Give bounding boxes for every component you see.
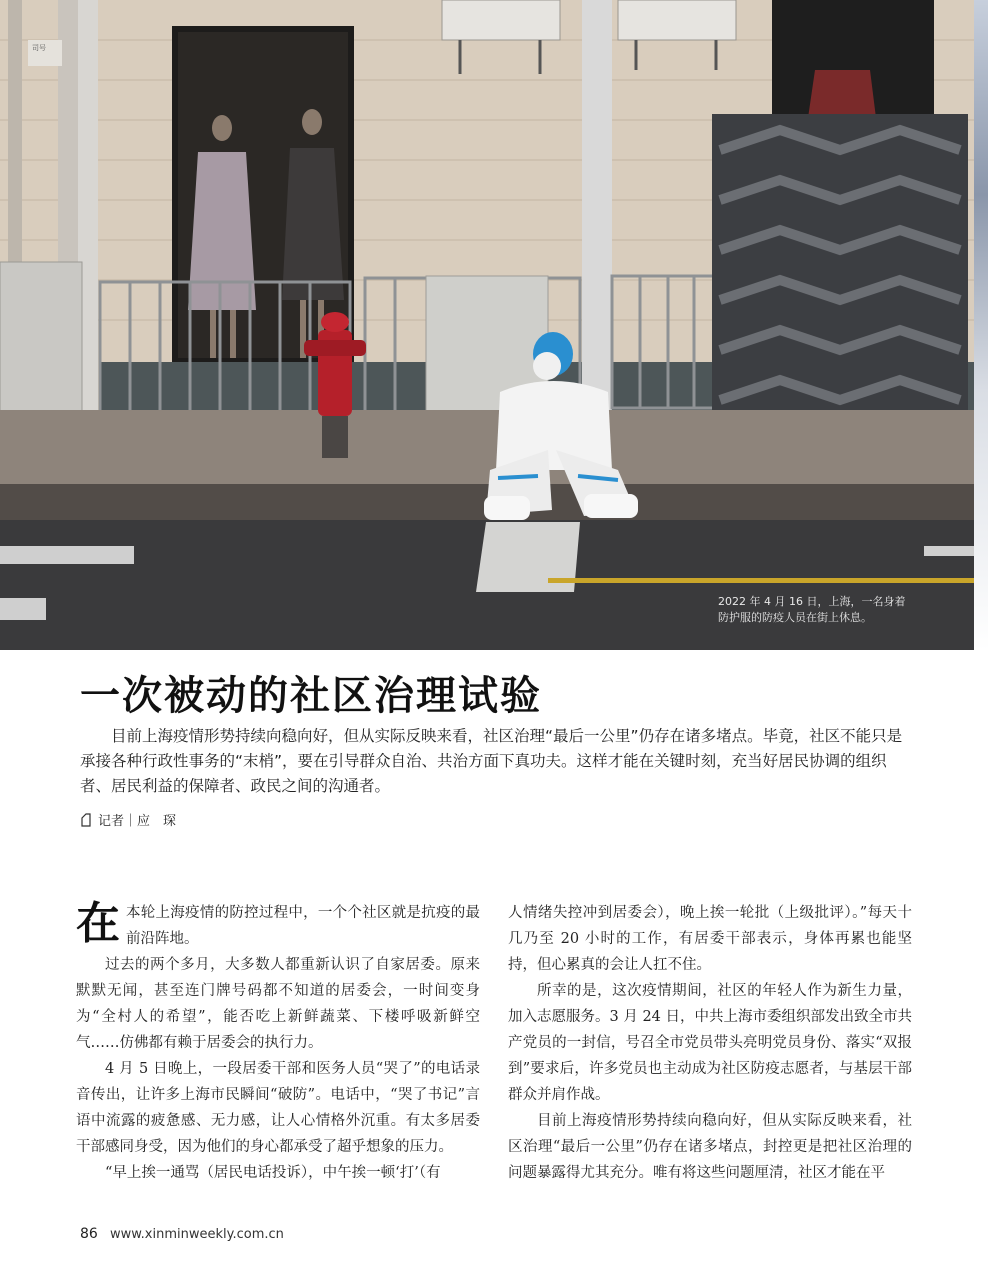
pen-icon: [80, 813, 92, 827]
caption-line-2: 防护服的防疫人员在街上休息。: [718, 611, 872, 624]
page-footer: [80, 1226, 284, 1242]
sign-text: 司号: [32, 44, 46, 52]
body-column-left: [76, 900, 480, 1186]
page-number: 86: [80, 1226, 98, 1242]
body-paragraph: 目前上海疫情形势持续向稳向好，但从实际反映来看，社区治理“最后一公里”仍存在诸多堵点，封控更是把社区治理的问题暴露得尤其充分。唯有将这些问题厘清，社区才能在平: [508, 1113, 912, 1181]
body-paragraph: 所幸的是，这次疫情期间，社区的年轻人作为新生力量，加入志愿服务。3 月 24 日，中共上海市委组织部发出致全市共产党员的一封信，号召全市党员带头亮明党员身份、落实“双报到”要求后，许多党员也主动成为社区防疫志愿者，与基层干部群众并肩作战。: [508, 983, 913, 1103]
body-column-right: [508, 900, 912, 1186]
body-paragraph: “早上挨一通骂（居民电话投诉），中午挨一顿‘打’（有: [105, 1165, 441, 1181]
side-image-strip: [974, 0, 988, 650]
body-paragraph: 4 月 5 日晚上，一段居委干部和医务人员“哭了”的电话录音传出，让许多上海市民瞬间“破防”。电话中，“哭了书记”言语中流露的疲惫感、无力感，让人心情格外沉重。有太多居委干部感同身受，因为他们的身心都承受了超乎想象的压力。: [76, 1061, 480, 1155]
body-paragraph: [76, 900, 480, 952]
article-headline: 一次被动的社区治理试验: [80, 673, 542, 719]
photo-caption: [718, 594, 948, 626]
byline-text: 记者｜应 琛: [98, 814, 177, 829]
body-paragraph: 人情绪失控冲到居委会），晚上挨一轮批（上级批评）。”每天十几乃至 20 小时的工作，有居委干部表示，身体再累也能坚持，但心累真的会让人扛不住。: [508, 905, 912, 973]
paragraph-text: 本轮上海疫情的防控过程中，一个个社区就是抗疫的最前沿阵地。: [126, 905, 480, 947]
byline: [80, 810, 176, 829]
body-paragraph: 过去的两个多月，大多数人都重新认识了自家居委。原来默默无闻，甚至连门牌号码都不知道的居委会，一时间变身为“全村人的希望”，能否吃上新鲜蔬菜、下楼呼吸新鲜空气……仿佛都有赖于居委会的执行力。: [76, 957, 480, 1051]
website-url: www.xinminweekly.com.cn: [109, 1227, 284, 1242]
caption-line-1: 2022 年 4 月 16 日，上海，一名身着: [718, 595, 906, 608]
article-lede: 目前上海疫情形势持续向稳向好，但从实际反映来看，社区治理“最后一公里”仍存在诸多堵点。毕竟，社区不能只是承接各种行政性事务的“末梢”，要在引导群众自治、共治方面下真功夫。这样才能在关键时刻，充当好居民协调的组织者、居民利益的保障者、政民之间的沟通者。: [80, 727, 903, 795]
dropcap: 在: [76, 898, 120, 949]
